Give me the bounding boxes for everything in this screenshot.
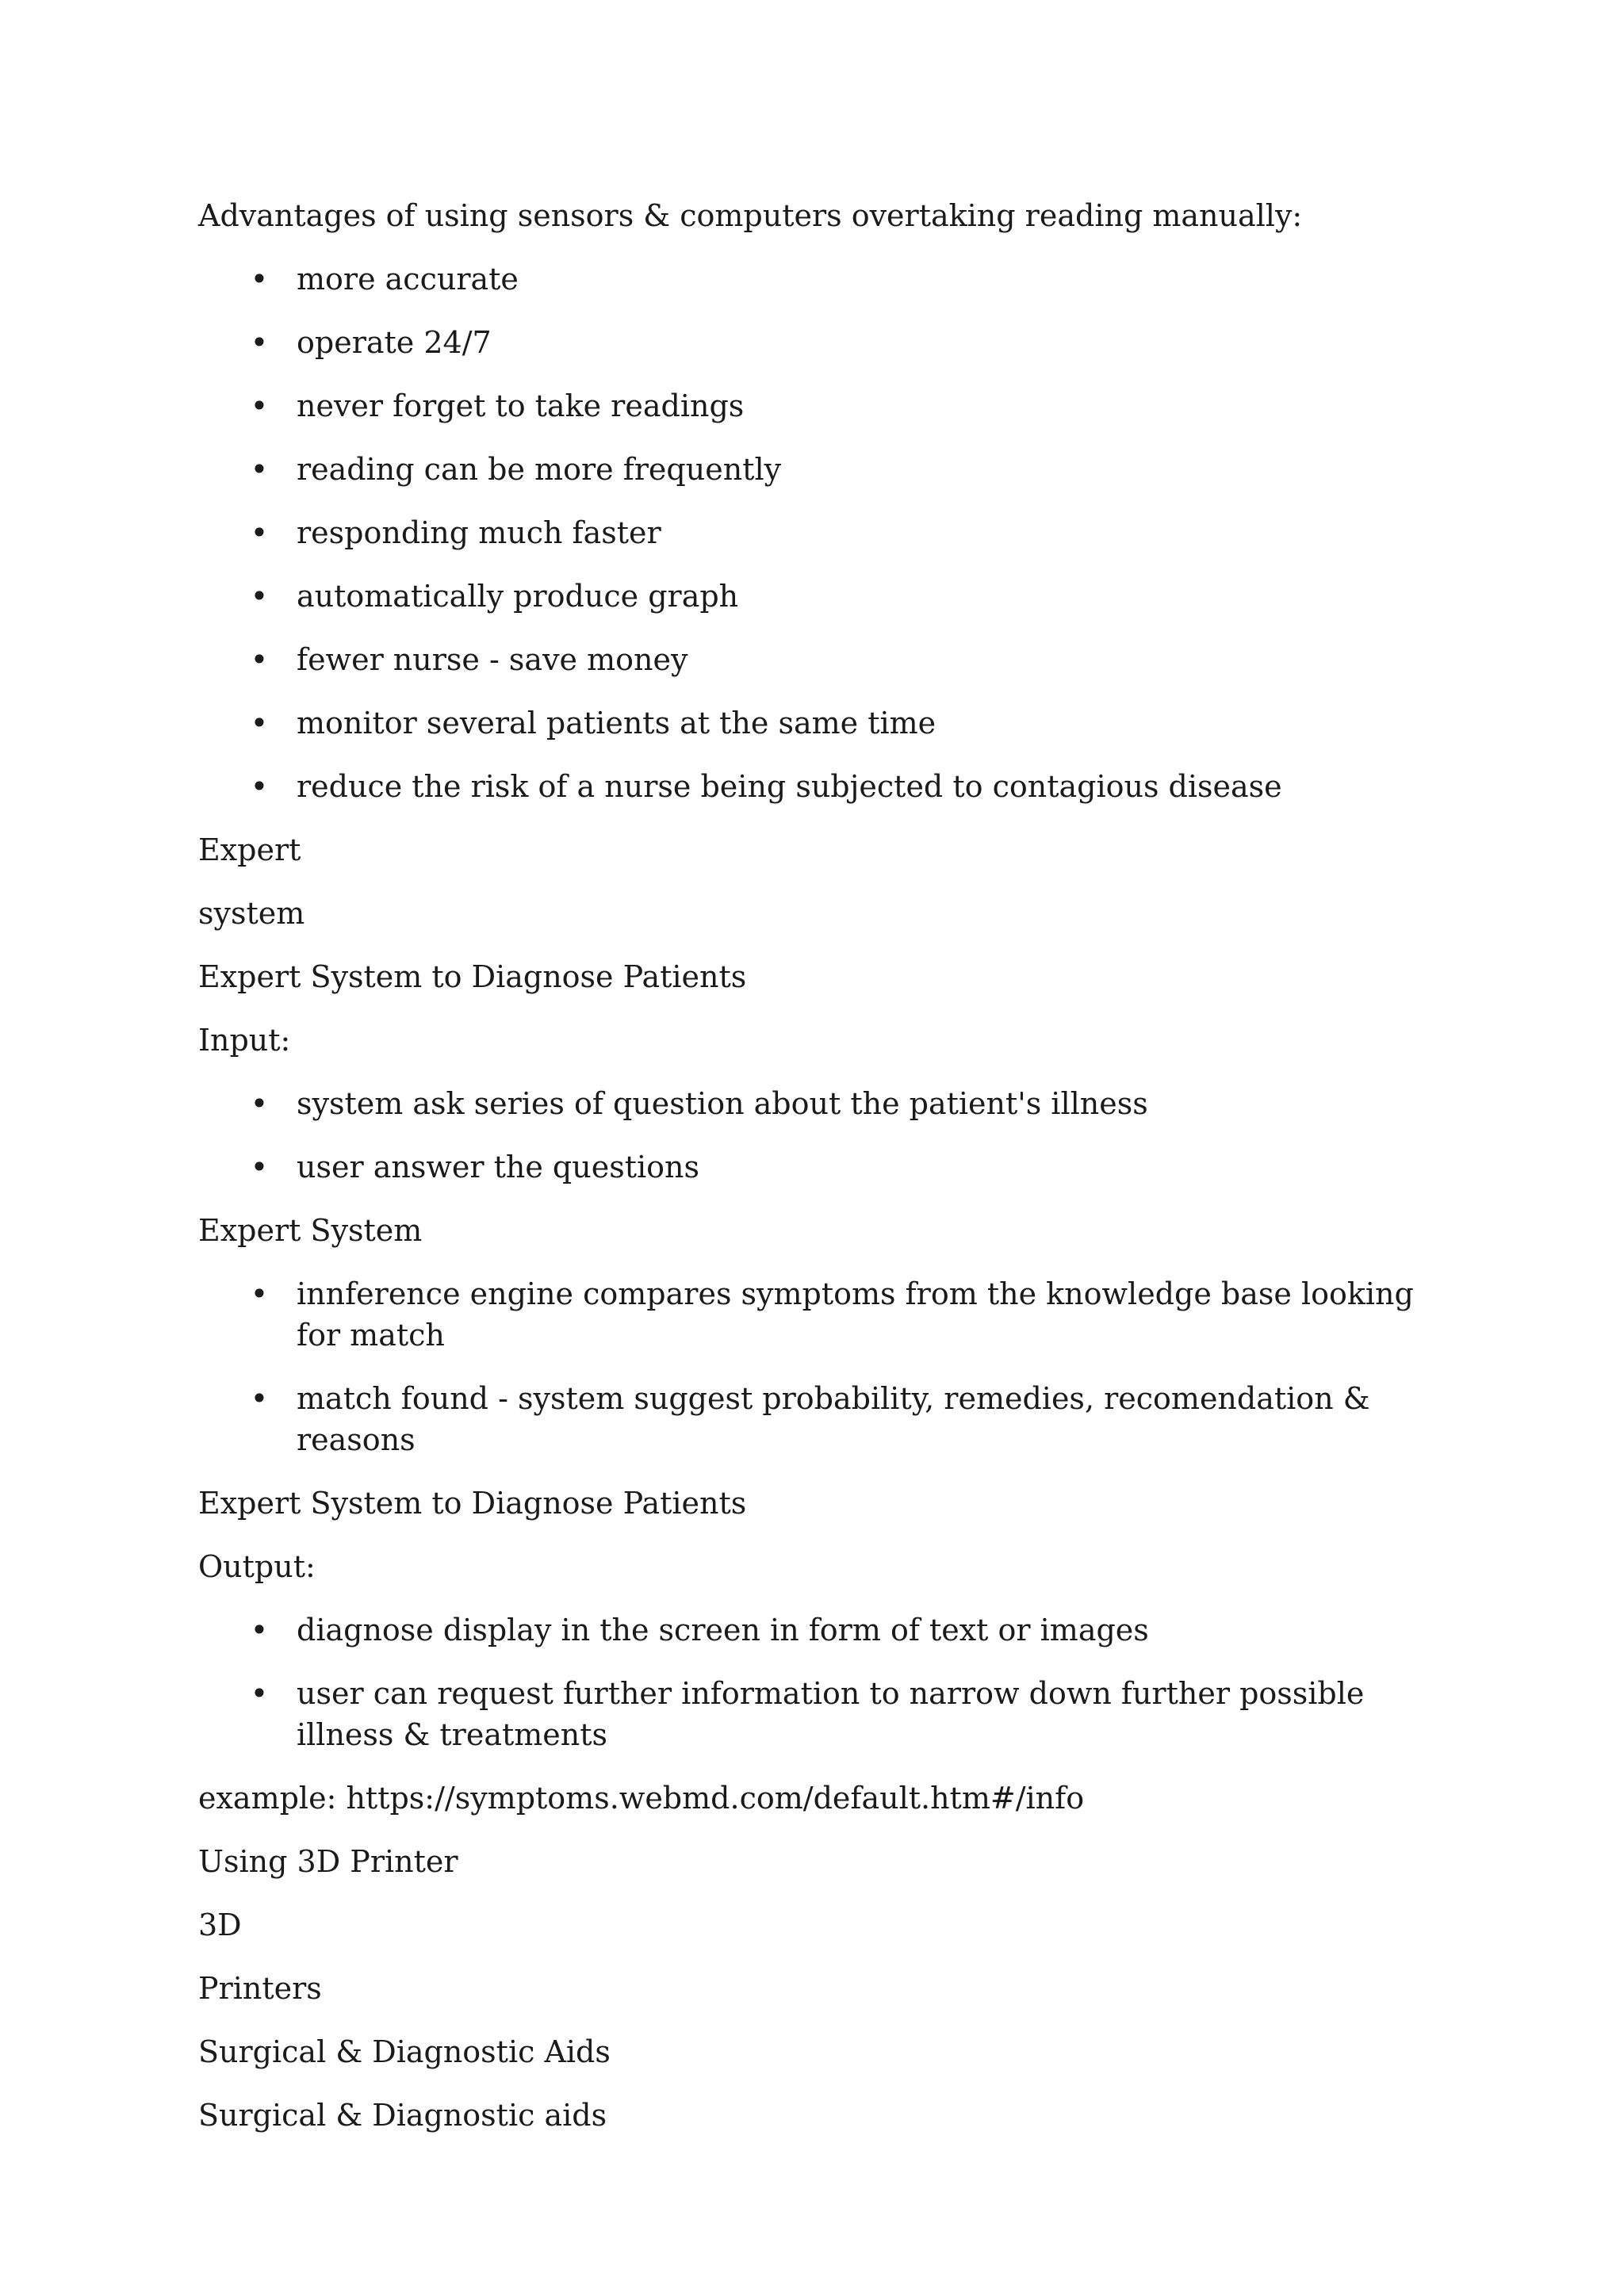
list-item-text: diagnose display in the screen in form of text or images	[297, 1613, 1149, 1647]
list-item	[198, 1083, 1435, 1124]
list-item	[198, 1378, 1435, 1460]
bullet-icon: •	[250, 1150, 269, 1184]
list-item	[198, 385, 1435, 427]
list-item	[198, 576, 1435, 617]
bullet-list	[198, 1609, 1435, 1755]
list-item-text: innference engine compares symptoms from the knowledge base looking for match	[297, 1276, 1414, 1353]
paragraph: system	[198, 896, 305, 931]
bullet-icon: •	[250, 388, 269, 423]
bullet-icon: •	[250, 642, 269, 677]
paragraph: 3D	[198, 1908, 242, 1942]
list-item	[198, 512, 1435, 553]
list-item	[198, 766, 1435, 807]
bullet-icon: •	[250, 1381, 269, 1416]
list-item-text: responding much faster	[297, 515, 661, 550]
paragraph: Printers	[198, 1971, 322, 2006]
bullet-icon: •	[250, 1276, 269, 1311]
list-item	[198, 258, 1435, 300]
list-item	[198, 1609, 1435, 1651]
bullet-list	[198, 1083, 1435, 1188]
bullet-list	[198, 258, 1435, 807]
list-item-text: never forget to take readings	[297, 388, 745, 423]
paragraph: Input:	[198, 1023, 291, 1058]
list-item	[198, 1673, 1435, 1755]
paragraph: Surgical & Diagnostic Aids	[198, 2034, 611, 2069]
paragraph: Output:	[198, 1549, 316, 1584]
list-item	[198, 1273, 1435, 1356]
bullet-icon: •	[250, 515, 269, 550]
list-item-text: match found - system suggest probability, remedies, recomendation & reasons	[297, 1381, 1370, 1457]
list-item-text: system ask series of question about the patient's illness	[297, 1086, 1148, 1121]
list-item-text: more accurate	[297, 262, 519, 297]
paragraph: Expert System	[198, 1213, 423, 1248]
paragraph: Expert	[198, 832, 301, 867]
bullet-icon: •	[250, 1086, 269, 1121]
bullet-icon: •	[250, 769, 269, 804]
bullet-icon: •	[250, 579, 269, 614]
list-item	[198, 702, 1435, 744]
bullet-icon: •	[250, 452, 269, 487]
list-item	[198, 639, 1435, 680]
list-item-text: monitor several patients at the same time	[297, 706, 936, 740]
bullet-icon: •	[250, 262, 269, 297]
document-body	[198, 195, 1435, 2158]
list-item	[198, 1146, 1435, 1188]
paragraph: Using 3D Printer	[198, 1844, 458, 1879]
paragraph: Expert System to Diagnose Patients	[198, 1486, 747, 1521]
paragraph: Expert System to Diagnose Patients	[198, 959, 747, 994]
list-item-text: reduce the risk of a nurse being subjected to contagious disease	[297, 769, 1282, 804]
paragraph: example: https://symptoms.webmd.com/default.htm#/info	[198, 1781, 1085, 1816]
list-item-text: operate 24/7	[297, 325, 492, 360]
bullet-icon: •	[250, 325, 269, 360]
list-item-text: reading can be more frequently	[297, 452, 782, 487]
list-item-text: automatically produce graph	[297, 579, 739, 614]
list-item	[198, 449, 1435, 490]
bullet-icon: •	[250, 1613, 269, 1647]
list-item-text: user answer the questions	[297, 1150, 699, 1184]
paragraph: Surgical & Diagnostic aids	[198, 2098, 607, 2133]
bullet-icon: •	[250, 1676, 269, 1711]
bullet-icon: •	[250, 706, 269, 740]
list-item	[198, 322, 1435, 363]
list-item-text: user can request further information to narrow down further possible illness & treatments	[297, 1676, 1365, 1752]
bullet-list	[198, 1273, 1435, 1460]
paragraph: Advantages of using sensors & computers overtaking reading manually:	[198, 198, 1303, 233]
list-item-text: fewer nurse - save money	[297, 642, 688, 677]
